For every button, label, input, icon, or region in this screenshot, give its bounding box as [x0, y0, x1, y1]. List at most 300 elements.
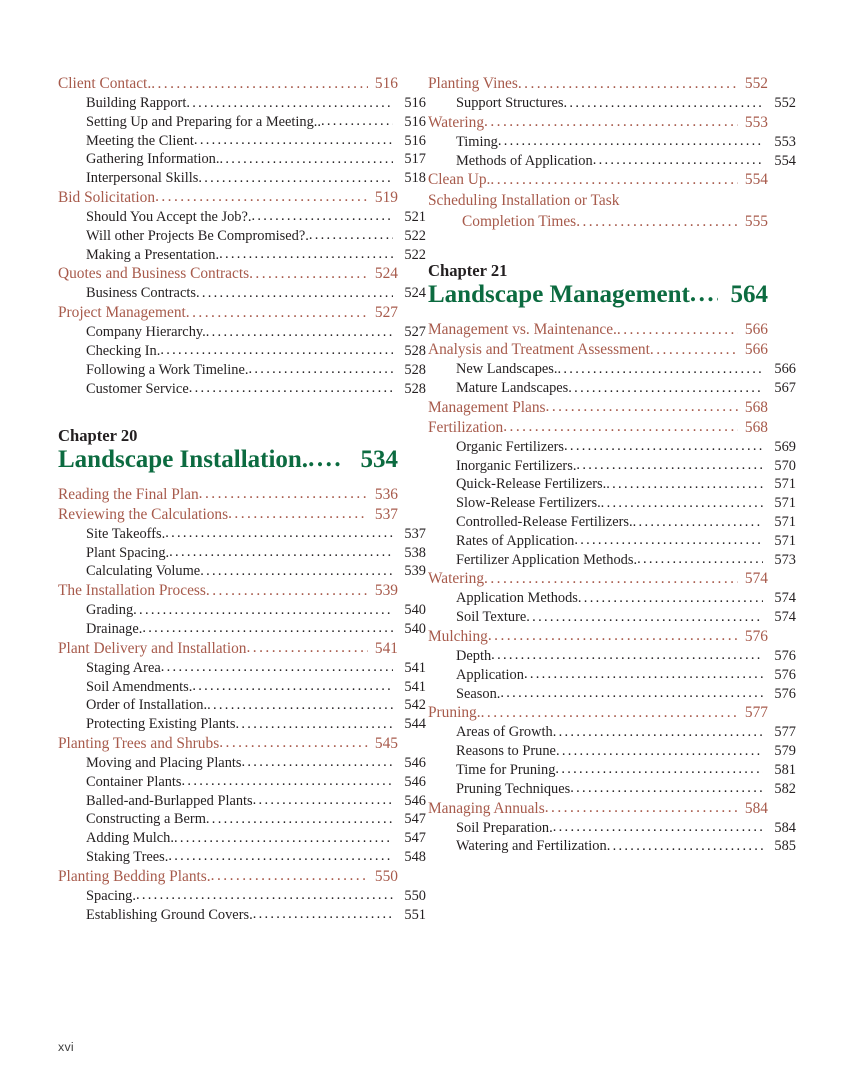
dot-leader	[564, 439, 762, 453]
toc-entry-page-number: 519	[374, 188, 398, 206]
toc-entry-page-number: 546	[404, 773, 426, 790]
toc-entry-title: Watering	[428, 570, 485, 588]
dot-leader	[186, 305, 368, 320]
toc-entry[interactable]	[428, 440, 796, 454]
toc-entry-title: Soil Preparation.	[456, 819, 553, 836]
toc-entry[interactable]	[428, 668, 796, 682]
toc-entry-page-number: 540	[404, 620, 426, 637]
toc-entry-page-number: 546	[404, 754, 426, 771]
dot-leader	[236, 717, 393, 731]
dot-leader	[553, 725, 763, 739]
toc-entry[interactable]	[428, 705, 768, 720]
toc-entry-title: Planting Bedding Plants.	[58, 867, 211, 885]
toc-entry-page-number: 542	[404, 697, 426, 714]
toc-entry[interactable]	[428, 381, 796, 395]
toc-entry[interactable]	[58, 583, 398, 598]
dot-leader	[564, 96, 763, 110]
toc-entry-title: Following a Work Timeline.	[86, 361, 249, 378]
dot-leader	[601, 496, 763, 510]
toc-entry[interactable]	[428, 839, 796, 853]
toc-entry-title: Time for Pruning	[456, 761, 556, 778]
toc-entry-title: Timing	[456, 133, 498, 150]
toc-entry-page-number: 527	[374, 304, 398, 322]
dot-leader	[160, 343, 392, 357]
toc-entry-page-number: 574	[744, 570, 768, 588]
left-entries-chapter	[58, 485, 426, 923]
toc-entry-title: Fertilization	[428, 418, 504, 436]
toc-entry-title: Moving and Placing Plants	[86, 754, 242, 771]
dot-leader	[633, 515, 763, 529]
dot-leader	[690, 280, 718, 309]
wrapped-entry-line2: Completion Times	[462, 213, 577, 231]
toc-entry-page-number: 568	[744, 418, 768, 436]
toc-entry-title: Mulching	[428, 627, 488, 645]
dot-leader	[555, 762, 762, 776]
dot-leader	[574, 533, 762, 547]
dot-leader	[133, 603, 392, 617]
toc-entry-page-number: 571	[774, 476, 796, 493]
toc-entry-page-number: 541	[404, 659, 426, 676]
toc-entry-title: Support Structures	[456, 95, 564, 111]
toc-entry[interactable]	[58, 115, 426, 129]
toc-entry[interactable]	[58, 286, 426, 300]
toc-entry-page-number: 541	[374, 639, 398, 657]
chapter-title: Landscape Management	[428, 281, 690, 309]
dot-leader	[606, 477, 762, 491]
toc-entry-page-number: 584	[744, 799, 768, 817]
toc-entry-title: Season.	[456, 685, 501, 702]
chapter-title-row[interactable]	[58, 446, 398, 475]
toc-entry-page-number: 571	[774, 514, 796, 530]
toc-entry-wrapped[interactable]	[428, 192, 768, 231]
toc-entry[interactable]	[428, 725, 796, 739]
toc-entry-title: Client Contact.	[58, 75, 152, 92]
toc-entry-page-number: 528	[404, 380, 426, 397]
left-entries-top	[58, 75, 426, 397]
dot-leader	[155, 189, 368, 204]
page-folio: xvi	[58, 1040, 74, 1054]
toc-entry-title: Spacing.	[86, 887, 136, 904]
toc-entry[interactable]	[428, 553, 796, 567]
toc-entry[interactable]	[428, 763, 796, 777]
toc-entry-title: Management Plans	[428, 398, 546, 416]
dot-leader	[249, 266, 368, 281]
toc-entry-title: Customer Service	[86, 380, 189, 397]
toc-entry[interactable]	[58, 794, 426, 808]
toc-entry-title: Quick-Release Fertilizers.	[456, 476, 607, 493]
toc-entry[interactable]	[58, 363, 426, 377]
toc-entry-page-number: 548	[404, 848, 426, 865]
toc-entry-title: Making a Presentation.	[86, 246, 220, 263]
toc-entry[interactable]	[58, 698, 426, 712]
toc-entry[interactable]	[58, 908, 426, 922]
toc-entry-page-number: 521	[404, 208, 426, 225]
toc-entry-title: Slow-Release Fertilizers.	[456, 495, 601, 512]
toc-entry[interactable]	[58, 775, 426, 789]
toc-entry-page-number: 577	[774, 724, 796, 741]
toc-entry[interactable]	[58, 641, 398, 656]
dot-leader	[194, 133, 393, 147]
toc-entry-title: Watering and Fertilization	[456, 838, 607, 855]
dot-leader	[182, 774, 393, 788]
toc-entry[interactable]	[58, 76, 398, 91]
toc-entry-page-number: 573	[774, 551, 796, 568]
toc-entry-page-number: 537	[374, 505, 398, 523]
toc-entry[interactable]	[58, 248, 426, 262]
dot-leader	[211, 868, 368, 883]
toc-entry-page-number: 577	[744, 704, 768, 722]
toc-entry[interactable]	[428, 362, 796, 376]
toc-entry-page-number: 571	[774, 495, 796, 512]
toc-entry[interactable]	[428, 496, 796, 510]
dot-leader	[637, 552, 762, 566]
toc-columns	[58, 75, 796, 926]
toc-entry[interactable]	[58, 812, 426, 826]
toc-entry-page-number: 582	[774, 780, 796, 797]
dot-leader	[189, 381, 393, 395]
toc-entry[interactable]	[428, 744, 796, 758]
toc-entry-title: The Installation Process	[58, 582, 206, 600]
dot-leader	[491, 648, 762, 662]
dot-leader	[576, 213, 738, 231]
toc-entry-title: Plant Delivery and Installation	[58, 639, 247, 657]
dot-leader	[607, 839, 763, 853]
toc-entry-page-number: 576	[774, 647, 796, 664]
toc-entry[interactable]	[428, 610, 796, 624]
dot-leader	[578, 591, 763, 605]
toc-entry-page-number: 576	[774, 685, 796, 702]
toc-entry-title: Reading the Final Plan	[58, 485, 199, 503]
toc-entry-page-number: 518	[404, 170, 426, 187]
toc-entry[interactable]	[58, 344, 426, 358]
toc-entry[interactable]	[58, 96, 426, 110]
toc-entry[interactable]	[428, 172, 768, 187]
dot-leader	[553, 820, 763, 834]
toc-entry-page-number: 524	[404, 285, 426, 302]
dot-leader	[484, 114, 738, 129]
toc-entry[interactable]	[428, 477, 796, 491]
toc-entry-title: Mature Landscapes	[456, 380, 569, 397]
dot-leader	[198, 171, 392, 185]
chapter-page-number: 534	[360, 446, 398, 474]
toc-entry[interactable]	[428, 96, 796, 110]
dot-leader	[165, 526, 392, 540]
chapter-block-21	[428, 261, 768, 310]
toc-entry-title: Areas of Growth	[456, 724, 553, 741]
toc-entry-title: Controlled-Release Fertilizers.	[456, 514, 633, 530]
toc-entry[interactable]	[428, 342, 768, 357]
toc-entry-page-number: 522	[404, 246, 426, 263]
toc-entry-page-number: 540	[404, 602, 426, 619]
toc-entry-title: Reasons to Prune	[456, 743, 556, 760]
toc-left-column	[58, 75, 426, 926]
dot-leader	[576, 458, 762, 472]
dot-leader	[321, 114, 393, 128]
toc-entry[interactable]	[428, 782, 796, 796]
toc-entry-title: Fertilizer Application Methods.	[456, 551, 638, 568]
dot-leader	[206, 812, 393, 826]
dot-leader	[192, 679, 392, 693]
dot-leader	[168, 849, 392, 863]
dot-leader	[545, 800, 738, 815]
toc-entry-title: Organic Fertilizers	[456, 438, 565, 455]
toc-entry-title: Planting Trees and Shrubs	[58, 734, 220, 752]
toc-entry-page-number: 516	[404, 113, 426, 130]
dot-leader	[207, 698, 392, 712]
toc-entry-page-number: 550	[374, 867, 398, 885]
toc-entry-title: Drainage.	[86, 620, 143, 637]
toc-entry-title: Setting Up and Preparing for a Meeting..	[86, 113, 321, 130]
dot-leader	[481, 705, 738, 720]
dot-leader	[136, 888, 393, 902]
toc-entry[interactable]	[58, 736, 398, 751]
toc-entry-page-number: 516	[404, 132, 426, 149]
toc-entry-page-number: 517	[404, 151, 426, 168]
toc-entry-title: Order of Installation.	[86, 697, 208, 714]
toc-entry-page-number: 528	[404, 342, 426, 359]
dot-leader	[503, 419, 738, 434]
toc-entry[interactable]	[58, 134, 426, 148]
toc-entry-title: Pruning Techniques	[456, 780, 571, 797]
dot-leader	[593, 153, 763, 167]
toc-entry-page-number: 527	[404, 324, 426, 341]
toc-entry[interactable]	[428, 649, 796, 663]
toc-entry[interactable]	[58, 622, 426, 636]
toc-entry-title: Application Methods	[456, 590, 578, 607]
toc-entry[interactable]	[428, 400, 768, 415]
toc-entry-page-number: 537	[404, 525, 426, 542]
dot-leader	[518, 76, 738, 91]
dot-leader	[490, 172, 738, 187]
chapter-label: Chapter 20	[58, 425, 138, 445]
toc-entry[interactable]	[428, 420, 768, 435]
toc-entry[interactable]	[58, 266, 398, 281]
toc-entry[interactable]	[58, 507, 398, 522]
toc-entry-page-number: 553	[744, 113, 768, 131]
dot-leader	[498, 134, 763, 148]
toc-entry-title: Bid Solicitation	[58, 188, 156, 206]
toc-entry[interactable]	[58, 229, 426, 243]
toc-entry[interactable]	[58, 210, 426, 224]
toc-entry-title: Checking In.	[86, 342, 161, 359]
dot-leader	[196, 286, 393, 300]
dot-leader	[200, 564, 392, 578]
toc-entry[interactable]	[428, 591, 796, 605]
toc-entry[interactable]	[58, 325, 426, 339]
toc-entry-title: Managing Annuals	[428, 799, 545, 817]
toc-entry-title: Will other Projects Be Compromised?.	[86, 227, 309, 244]
toc-entry-page-number: 547	[404, 811, 426, 828]
toc-entry-title: Soil Amendments.	[86, 678, 193, 695]
toc-entry[interactable]	[58, 661, 426, 675]
toc-entry[interactable]	[58, 152, 426, 166]
toc-entry-page-number: 516	[374, 75, 398, 92]
toc-entry[interactable]	[58, 190, 398, 205]
dot-leader	[247, 640, 369, 655]
toc-entry[interactable]	[58, 756, 426, 770]
toc-entry-page-number: 536	[374, 485, 398, 503]
toc-entry[interactable]	[58, 487, 398, 502]
toc-entry-page-number: 570	[774, 457, 796, 474]
toc-entry-title: Application	[456, 666, 524, 683]
toc-entry[interactable]	[428, 322, 768, 337]
toc-entry-page-number: 568	[744, 398, 768, 416]
toc-entry-page-number: 581	[774, 761, 796, 778]
toc-entry[interactable]	[428, 571, 768, 586]
toc-entry[interactable]	[428, 821, 796, 835]
toc-entry-title: Planting Vines	[428, 75, 518, 92]
toc-entry-page-number: 553	[774, 133, 796, 150]
dot-leader	[228, 506, 368, 521]
toc-entry-page-number: 566	[774, 361, 796, 378]
toc-entry[interactable]	[428, 459, 796, 473]
toc-entry-title: Building Rapport	[86, 95, 187, 111]
toc-entry-page-number: 538	[404, 544, 426, 561]
dot-leader	[248, 362, 392, 376]
toc-entry-title: New Landscapes.	[456, 361, 558, 378]
dot-leader	[309, 228, 393, 242]
dot-leader	[142, 621, 392, 635]
dot-leader	[484, 571, 738, 586]
toc-entry-page-number: 547	[404, 830, 426, 847]
toc-entry-page-number: 579	[774, 743, 796, 760]
dot-leader	[219, 735, 368, 750]
toc-entry[interactable]	[58, 527, 426, 541]
dot-leader	[526, 610, 762, 624]
toc-entry-title: Adding Mulch.	[86, 830, 174, 847]
toc-entry-page-number: 552	[774, 95, 796, 111]
toc-entry-page-number: 584	[774, 819, 796, 836]
dot-leader	[570, 781, 762, 795]
toc-entry[interactable]	[428, 801, 768, 816]
toc-entry-title: Establishing Ground Covers.	[86, 906, 253, 923]
dot-leader	[161, 660, 393, 674]
dot-leader	[650, 342, 738, 357]
dot-leader	[546, 399, 738, 414]
dot-leader	[617, 322, 738, 337]
toc-entry[interactable]	[58, 831, 426, 845]
dot-leader	[556, 744, 763, 758]
toc-entry[interactable]	[58, 546, 426, 560]
dot-leader	[253, 907, 393, 921]
toc-entry-title: Management vs. Maintenance.	[428, 321, 617, 339]
toc-entry-title: Site Takeoffs.	[86, 525, 166, 542]
toc-entry-page-number: 524	[374, 265, 398, 283]
dot-leader	[558, 362, 763, 376]
toc-entry-page-number: 541	[404, 678, 426, 695]
toc-entry[interactable]	[428, 76, 768, 91]
toc-entry[interactable]	[428, 687, 796, 701]
toc-entry[interactable]	[58, 889, 426, 903]
toc-entry-title: Staging Area	[86, 659, 161, 676]
toc-entry[interactable]	[428, 629, 768, 644]
toc-entry-title: Staking Trees.	[86, 848, 169, 865]
toc-entry-title: Clean Up.	[428, 171, 491, 189]
dot-leader	[206, 325, 393, 339]
toc-entry-page-number: 528	[404, 361, 426, 378]
toc-entry[interactable]	[428, 115, 768, 130]
toc-entry[interactable]	[58, 869, 398, 884]
toc-entry-title: Meeting the Client	[86, 132, 194, 149]
toc-entry-page-number: 585	[774, 838, 796, 855]
dot-leader	[253, 793, 393, 807]
toc-entry-title: Plant Spacing.	[86, 544, 170, 561]
dot-leader	[500, 686, 762, 700]
toc-entry-title: Grading	[86, 602, 134, 619]
toc-entry[interactable]	[58, 717, 426, 731]
dot-leader	[151, 76, 368, 91]
right-entries-top	[428, 75, 796, 189]
toc-entry[interactable]	[428, 515, 796, 529]
toc-entry-title: Project Management	[58, 304, 186, 322]
toc-entry-page-number: 516	[404, 95, 426, 111]
toc-entry-page-number: 569	[774, 438, 796, 455]
toc-entry-title: Balled-and-Burlapped Plants	[86, 792, 253, 809]
toc-entry[interactable]	[58, 564, 426, 578]
toc-entry-page-number: 567	[774, 380, 796, 397]
toc-right-column	[428, 75, 796, 926]
toc-entry[interactable]	[58, 305, 398, 320]
chapter-block-20	[58, 426, 398, 475]
dot-leader	[174, 831, 393, 845]
dot-leader	[242, 755, 393, 769]
toc-entry-title: Soil Texture	[456, 609, 527, 626]
toc-entry-page-number: 552	[744, 75, 768, 92]
toc-entry-title: Should You Accept the Job?.	[86, 208, 252, 225]
toc-entry-title: Pruning.	[428, 704, 481, 722]
chapter-title: Landscape Installation.	[58, 446, 309, 474]
chapter-label: Chapter 21	[428, 261, 508, 281]
toc-entry[interactable]	[58, 603, 426, 617]
dot-leader	[488, 628, 738, 643]
toc-entry[interactable]	[58, 382, 426, 396]
toc-entry-page-number: 551	[404, 906, 426, 923]
toc-entry[interactable]	[58, 680, 426, 694]
dot-leader	[219, 247, 392, 261]
toc-entry[interactable]	[428, 135, 796, 149]
toc-entry-title: Methods of Application	[456, 152, 593, 169]
toc-entry-page-number: 546	[404, 792, 426, 809]
toc-entry[interactable]	[428, 154, 796, 168]
wrapped-entry-line1: Scheduling Installation or Task	[428, 192, 620, 210]
toc-entry-title: Constructing a Berm	[86, 811, 206, 828]
toc-entry-title: Rates of Application	[456, 532, 575, 549]
dot-leader	[186, 96, 392, 110]
toc-entry[interactable]	[58, 850, 426, 864]
dot-leader	[169, 545, 392, 559]
toc-entry-title: Interpersonal Skills	[86, 170, 199, 187]
dot-leader	[568, 381, 762, 395]
chapter-title-row[interactable]	[428, 281, 768, 310]
toc-entry-page-number: 522	[404, 227, 426, 244]
dot-leader	[206, 583, 368, 598]
toc-entry-title: Calculating Volume	[86, 563, 201, 580]
toc-entry-page-number: 544	[404, 716, 426, 733]
dot-leader	[219, 152, 392, 166]
toc-entry-page-number: 576	[744, 627, 768, 645]
toc-entry-title: Reviewing the Calculations	[58, 505, 229, 523]
toc-entry[interactable]	[428, 534, 796, 548]
toc-entry-title: Container Plants	[86, 773, 182, 790]
toc-entry-page-number: 539	[374, 582, 398, 600]
toc-entry-page-number: 566	[744, 321, 768, 339]
dot-leader	[199, 486, 368, 501]
wrapped-entry-line2-row	[428, 213, 768, 231]
toc-entry-page-number: 545	[374, 734, 398, 752]
toc-entry-title: Gathering Information.	[86, 151, 220, 168]
toc-entry-title: Watering	[428, 113, 485, 131]
toc-entry[interactable]	[58, 171, 426, 185]
